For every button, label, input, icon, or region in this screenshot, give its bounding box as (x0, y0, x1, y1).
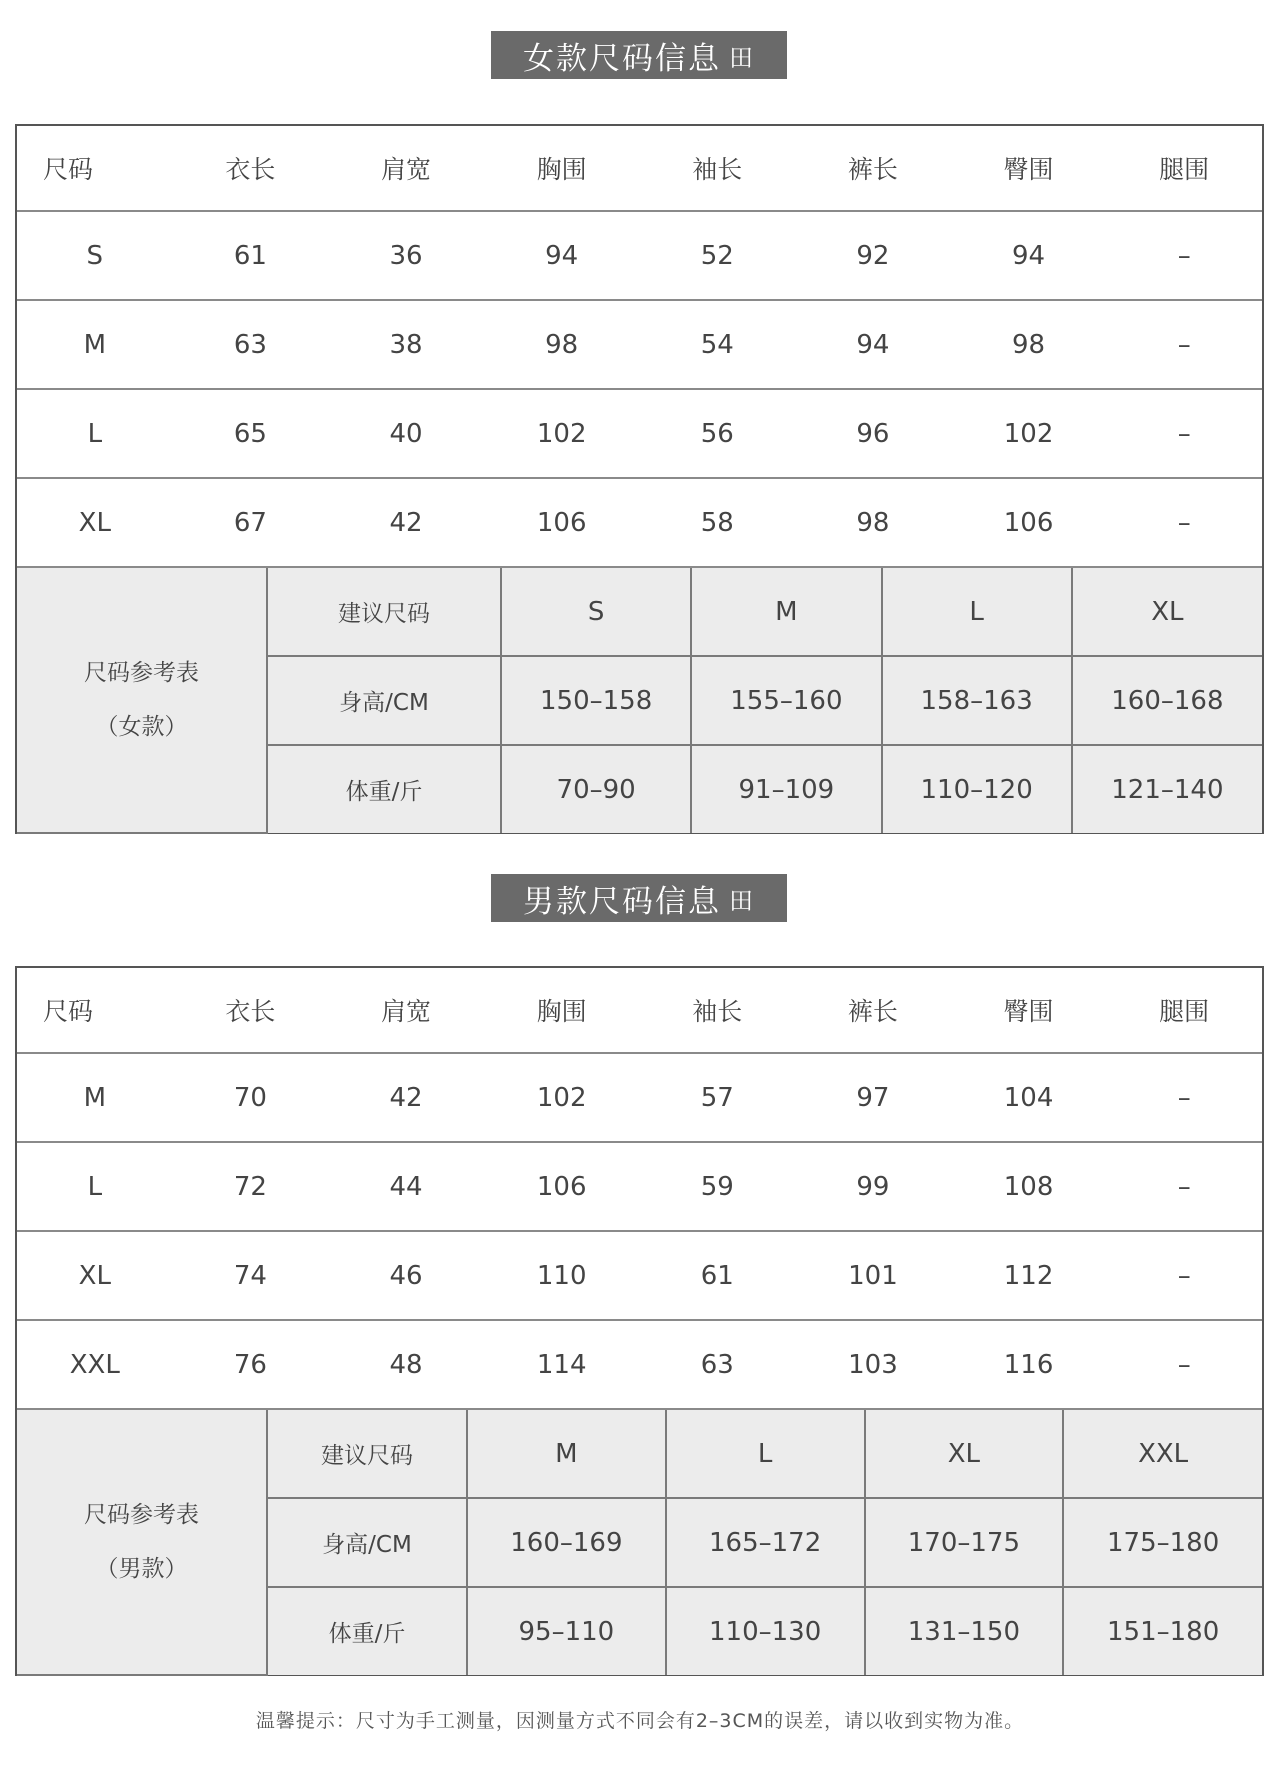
ref-row-size (17, 1410, 1262, 1498)
table-cell: – (1106, 1320, 1262, 1409)
table-cell: 112 (951, 1231, 1107, 1320)
table-row (17, 1053, 1262, 1142)
women-size-box (15, 124, 1264, 834)
table-cell: 94 (951, 211, 1107, 300)
header-cell: 尺码 (17, 968, 173, 1053)
ref-cell: 158–163 (882, 656, 1072, 745)
ref-side-subtitle: （男款） (95, 1556, 188, 1582)
ref-row-label: 身高/CM (267, 1498, 467, 1587)
table-cell: 59 (640, 1142, 796, 1231)
table-cell: 94 (795, 300, 951, 389)
women-header-row (17, 126, 1262, 211)
grid-icon: 田 (729, 886, 755, 915)
table-cell: 101 (795, 1231, 951, 1320)
ref-cell: 150–158 (501, 656, 691, 745)
table-cell: S (17, 211, 173, 300)
table-cell: 42 (328, 1053, 484, 1142)
table-cell: 116 (951, 1320, 1107, 1409)
ref-cell: 160–168 (1072, 656, 1262, 745)
table-cell: 63 (640, 1320, 796, 1409)
table-cell: 74 (173, 1231, 329, 1320)
ref-cell: 170–175 (865, 1498, 1064, 1587)
table-cell: – (1106, 1053, 1262, 1142)
ref-row-label: 体重/斤 (267, 1587, 467, 1675)
table-row (17, 211, 1262, 300)
table-cell: 99 (795, 1142, 951, 1231)
grid-icon: 田 (729, 43, 755, 72)
measurement-note: 温馨提示：尺寸为手工测量，因测量方式不同会有2–3CM的误差，请以收到实物为准。 (255, 1710, 1025, 1732)
ref-cell: L (882, 568, 1072, 656)
men-size-reference-table (17, 1410, 1262, 1676)
men-title-text: 男款尺码信息 (523, 883, 721, 920)
table-cell: L (17, 389, 173, 478)
table-cell: 61 (640, 1231, 796, 1320)
table-cell: 97 (795, 1053, 951, 1142)
ref-row-label: 体重/斤 (267, 745, 501, 833)
ref-cell: L (666, 1410, 865, 1498)
header-cell: 胸围 (484, 968, 640, 1053)
table-cell: – (1106, 1231, 1262, 1320)
ref-row-label: 建议尺码 (267, 1410, 467, 1498)
ref-cell: 110–130 (666, 1587, 865, 1675)
ref-cell: 175–180 (1063, 1498, 1262, 1587)
ref-row-size (17, 568, 1262, 656)
table-cell: 52 (640, 211, 796, 300)
table-cell: 56 (640, 389, 796, 478)
header-cell: 胸围 (484, 126, 640, 211)
table-cell: 76 (173, 1320, 329, 1409)
table-cell: 38 (328, 300, 484, 389)
ref-cell: XL (1072, 568, 1262, 656)
ref-cell: 110–120 (882, 745, 1072, 833)
ref-cell: 165–172 (666, 1498, 865, 1587)
table-cell: 63 (173, 300, 329, 389)
table-cell: 94 (484, 211, 640, 300)
table-cell: 54 (640, 300, 796, 389)
ref-cell: S (501, 568, 691, 656)
table-cell: 103 (795, 1320, 951, 1409)
header-cell: 臀围 (951, 968, 1107, 1053)
women-section-title (491, 31, 787, 79)
header-cell: 肩宽 (328, 126, 484, 211)
women-size-reference-table (17, 568, 1262, 834)
women-measure-table (17, 126, 1262, 568)
table-cell: 72 (173, 1142, 329, 1231)
header-cell: 袖长 (640, 126, 796, 211)
table-cell: XXL (17, 1320, 173, 1409)
table-cell: 106 (484, 478, 640, 567)
table-cell: 40 (328, 389, 484, 478)
table-cell: 108 (951, 1142, 1107, 1231)
table-row (17, 478, 1262, 567)
table-cell: 96 (795, 389, 951, 478)
ref-cell: 95–110 (467, 1587, 666, 1675)
table-cell: – (1106, 389, 1262, 478)
ref-side-label (17, 568, 267, 833)
table-cell: 114 (484, 1320, 640, 1409)
ref-cell: 121–140 (1072, 745, 1262, 833)
table-cell: – (1106, 478, 1262, 567)
table-cell: 67 (173, 478, 329, 567)
table-row (17, 1320, 1262, 1409)
table-cell: 98 (484, 300, 640, 389)
ref-row-label: 身高/CM (267, 656, 501, 745)
men-measure-table (17, 968, 1262, 1410)
men-header-row (17, 968, 1262, 1053)
table-row (17, 1142, 1262, 1231)
table-cell: 46 (328, 1231, 484, 1320)
table-cell: 106 (484, 1142, 640, 1231)
header-cell: 臀围 (951, 126, 1107, 211)
header-cell: 腿围 (1106, 126, 1262, 211)
ref-row-label: 建议尺码 (267, 568, 501, 656)
ref-cell: 151–180 (1063, 1587, 1262, 1675)
men-section-title (491, 874, 787, 922)
table-cell: M (17, 1053, 173, 1142)
table-cell: 48 (328, 1320, 484, 1409)
table-cell: 57 (640, 1053, 796, 1142)
ref-cell: M (467, 1410, 666, 1498)
ref-cell: XXL (1063, 1410, 1262, 1498)
table-cell: L (17, 1142, 173, 1231)
table-cell: 106 (951, 478, 1107, 567)
table-cell: – (1106, 211, 1262, 300)
table-cell: 98 (795, 478, 951, 567)
table-cell: 102 (484, 389, 640, 478)
table-cell: – (1106, 300, 1262, 389)
table-cell: 104 (951, 1053, 1107, 1142)
header-cell: 尺码 (17, 126, 173, 211)
table-cell: 102 (484, 1053, 640, 1142)
table-cell: 61 (173, 211, 329, 300)
ref-cell: 160–169 (467, 1498, 666, 1587)
ref-cell: 91–109 (691, 745, 881, 833)
women-title-text: 女款尺码信息 (523, 40, 721, 77)
table-cell: 70 (173, 1053, 329, 1142)
header-cell: 裤长 (795, 126, 951, 211)
table-cell: 110 (484, 1231, 640, 1320)
ref-cell: 155–160 (691, 656, 881, 745)
table-cell: M (17, 300, 173, 389)
table-row (17, 300, 1262, 389)
table-row (17, 389, 1262, 478)
ref-side-title: 尺码参考表 (84, 1502, 199, 1528)
ref-side-title: 尺码参考表 (84, 660, 199, 686)
table-cell: – (1106, 1142, 1262, 1231)
header-cell: 袖长 (640, 968, 796, 1053)
ref-cell: XL (865, 1410, 1064, 1498)
table-row (17, 1231, 1262, 1320)
header-cell: 衣长 (173, 126, 329, 211)
table-cell: 65 (173, 389, 329, 478)
header-cell: 腿围 (1106, 968, 1262, 1053)
ref-cell: M (691, 568, 881, 656)
table-cell: 58 (640, 478, 796, 567)
table-cell: 92 (795, 211, 951, 300)
table-cell: 42 (328, 478, 484, 567)
header-cell: 裤长 (795, 968, 951, 1053)
header-cell: 衣长 (173, 968, 329, 1053)
header-cell: 肩宽 (328, 968, 484, 1053)
ref-cell: 70–90 (501, 745, 691, 833)
ref-cell: 131–150 (865, 1587, 1064, 1675)
men-size-box (15, 966, 1264, 1676)
table-cell: 98 (951, 300, 1107, 389)
ref-side-label (17, 1410, 267, 1675)
table-cell: 102 (951, 389, 1107, 478)
ref-side-subtitle: （女款） (95, 714, 188, 740)
table-cell: 44 (328, 1142, 484, 1231)
table-cell: XL (17, 478, 173, 567)
table-cell: 36 (328, 211, 484, 300)
table-cell: XL (17, 1231, 173, 1320)
